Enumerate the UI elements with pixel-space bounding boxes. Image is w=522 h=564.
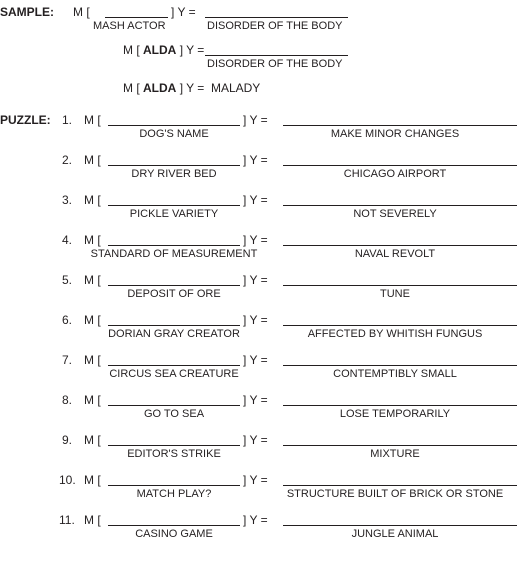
sample-row3-result: MALADY bbox=[210, 81, 261, 95]
sample-row2-right-blank[interactable] bbox=[205, 55, 348, 56]
puzzle-right-label: JUNGLE ANIMAL bbox=[351, 528, 439, 540]
puzzle-m-open: M [ bbox=[84, 233, 101, 247]
puzzle-y-equals: ] Y = bbox=[243, 313, 268, 327]
puzzle-y-equals: ] Y = bbox=[243, 153, 268, 167]
puzzle-left-label: CIRCUS SEA CREATURE bbox=[109, 368, 239, 380]
puzzle-number: 2. bbox=[62, 153, 73, 167]
puzzle-y-equals: ] Y = bbox=[243, 513, 268, 527]
sample-right-label: DISORDER OF THE BODY bbox=[207, 20, 343, 32]
puzzle-right-blank[interactable] bbox=[283, 365, 517, 366]
puzzle-right-blank[interactable] bbox=[283, 405, 517, 406]
puzzle-left-label: DRY RIVER BED bbox=[131, 168, 217, 180]
puzzle-right-blank[interactable] bbox=[283, 445, 517, 446]
puzzle-m-open: M [ bbox=[84, 273, 101, 287]
puzzle-m-open: M [ bbox=[84, 433, 101, 447]
puzzle-right-label: CHICAGO AIRPORT bbox=[343, 168, 447, 180]
sample-right-blank[interactable] bbox=[205, 17, 348, 18]
puzzle-left-label: DORIAN GRAY CREATOR bbox=[108, 328, 240, 340]
sample-left-blank[interactable] bbox=[105, 17, 168, 18]
puzzle-m-open: M [ bbox=[84, 473, 101, 487]
puzzle-right-blank[interactable] bbox=[283, 325, 517, 326]
puzzle-y-equals: ] Y = bbox=[243, 233, 268, 247]
sample-row2-y: ] Y = bbox=[179, 43, 205, 57]
puzzle-right-blank[interactable] bbox=[283, 205, 517, 206]
puzzle-right-label: STRUCTURE BUILT OF BRICK OR STONE bbox=[286, 488, 504, 500]
puzzle-number: 5. bbox=[62, 273, 73, 287]
puzzle-m-open: M [ bbox=[84, 513, 101, 527]
puzzle-left-label: EDITOR'S STRIKE bbox=[127, 448, 221, 460]
puzzle-left-blank[interactable] bbox=[108, 165, 240, 166]
puzzle-left-label: PICKLE VARIETY bbox=[129, 208, 219, 220]
puzzle-number: 6. bbox=[62, 313, 73, 327]
puzzle-number: 8. bbox=[62, 393, 73, 407]
puzzle-m-open: M [ bbox=[84, 193, 101, 207]
puzzle-number: 4. bbox=[62, 233, 73, 247]
puzzle-m-open: M [ bbox=[84, 313, 101, 327]
puzzle-left-blank[interactable] bbox=[108, 405, 240, 406]
puzzle-left-blank[interactable] bbox=[108, 245, 240, 246]
puzzle-left-blank[interactable] bbox=[108, 365, 240, 366]
puzzle-number: 7. bbox=[62, 353, 73, 367]
puzzle-left-label: STANDARD OF MEASUREMENT bbox=[90, 248, 258, 260]
puzzle-y-equals: ] Y = bbox=[243, 473, 268, 487]
puzzle-right-blank[interactable] bbox=[283, 485, 517, 486]
puzzle-y-equals: ] Y = bbox=[243, 433, 268, 447]
puzzle-left-blank[interactable] bbox=[108, 445, 240, 446]
puzzle-number: 3. bbox=[62, 193, 73, 207]
puzzle-right-blank[interactable] bbox=[283, 525, 517, 526]
puzzle-right-label: TUNE bbox=[380, 288, 410, 300]
puzzle-left-label: GO TO SEA bbox=[143, 408, 205, 420]
puzzle-number: 10. bbox=[59, 473, 76, 487]
puzzle-right-label: AFFECTED BY WHITISH FUNGUS bbox=[307, 328, 483, 340]
sample-left-label: MASH ACTOR bbox=[93, 20, 166, 32]
sample-row2-m: M [ bbox=[123, 43, 140, 57]
puzzle-m-open: M [ bbox=[84, 153, 101, 167]
puzzle-right-blank[interactable] bbox=[283, 245, 517, 246]
puzzle-y-equals: ] Y = bbox=[243, 273, 268, 287]
puzzle-number: 11. bbox=[59, 513, 75, 527]
puzzle-right-label: CONTEMPTIBLY SMALL bbox=[333, 368, 457, 380]
sample-row3-m: M [ bbox=[123, 81, 140, 95]
puzzle-left-blank[interactable] bbox=[108, 205, 240, 206]
puzzle-right-label: LOSE TEMPORARILY bbox=[339, 408, 451, 420]
puzzle-m-open: M [ bbox=[84, 393, 101, 407]
puzzle-header: PUZZLE: bbox=[0, 113, 51, 127]
puzzle-right-blank[interactable] bbox=[283, 285, 517, 286]
puzzle-right-label: MIXTURE bbox=[370, 448, 420, 460]
sample-y-equals: ] Y = bbox=[171, 5, 196, 19]
sample-m-open: M [ bbox=[73, 5, 90, 19]
sample-row2-right-label: DISORDER OF THE BODY bbox=[207, 58, 343, 70]
puzzle-left-blank[interactable] bbox=[108, 125, 240, 126]
puzzle-left-label: CASINO GAME bbox=[135, 528, 213, 540]
puzzle-left-label: MATCH PLAY? bbox=[136, 488, 212, 500]
puzzle-right-label: NAVAL REVOLT bbox=[354, 248, 436, 260]
sample-row2-answer: ALDA bbox=[143, 43, 177, 57]
puzzle-y-equals: ] Y = bbox=[243, 353, 268, 367]
sample-row3 bbox=[123, 81, 260, 95]
puzzle-right-blank[interactable] bbox=[283, 125, 517, 126]
puzzle-y-equals: ] Y = bbox=[243, 393, 268, 407]
sample-header: SAMPLE: bbox=[0, 5, 54, 19]
puzzle-right-label: MAKE MINOR CHANGES bbox=[330, 128, 460, 140]
puzzle-left-label: DOG'S NAME bbox=[139, 128, 209, 140]
puzzle-left-blank[interactable] bbox=[108, 525, 240, 526]
puzzle-left-blank[interactable] bbox=[108, 325, 240, 326]
puzzle-number: 1. bbox=[62, 113, 73, 127]
sample-row3-answer: ALDA bbox=[143, 81, 177, 95]
puzzle-left-blank[interactable] bbox=[108, 485, 240, 486]
puzzle-m-open: M [ bbox=[84, 113, 101, 127]
sample-row3-y: ] Y = bbox=[179, 81, 205, 95]
puzzle-y-equals: ] Y = bbox=[243, 193, 268, 207]
puzzle-number: 9. bbox=[62, 433, 73, 447]
sample-row2 bbox=[123, 43, 204, 57]
puzzle-right-label: NOT SEVERELY bbox=[353, 208, 437, 220]
puzzle-right-blank[interactable] bbox=[283, 165, 517, 166]
puzzle-left-label: DEPOSIT OF ORE bbox=[127, 288, 221, 300]
puzzle-y-equals: ] Y = bbox=[243, 113, 268, 127]
puzzle-m-open: M [ bbox=[84, 353, 101, 367]
puzzle-left-blank[interactable] bbox=[108, 285, 240, 286]
